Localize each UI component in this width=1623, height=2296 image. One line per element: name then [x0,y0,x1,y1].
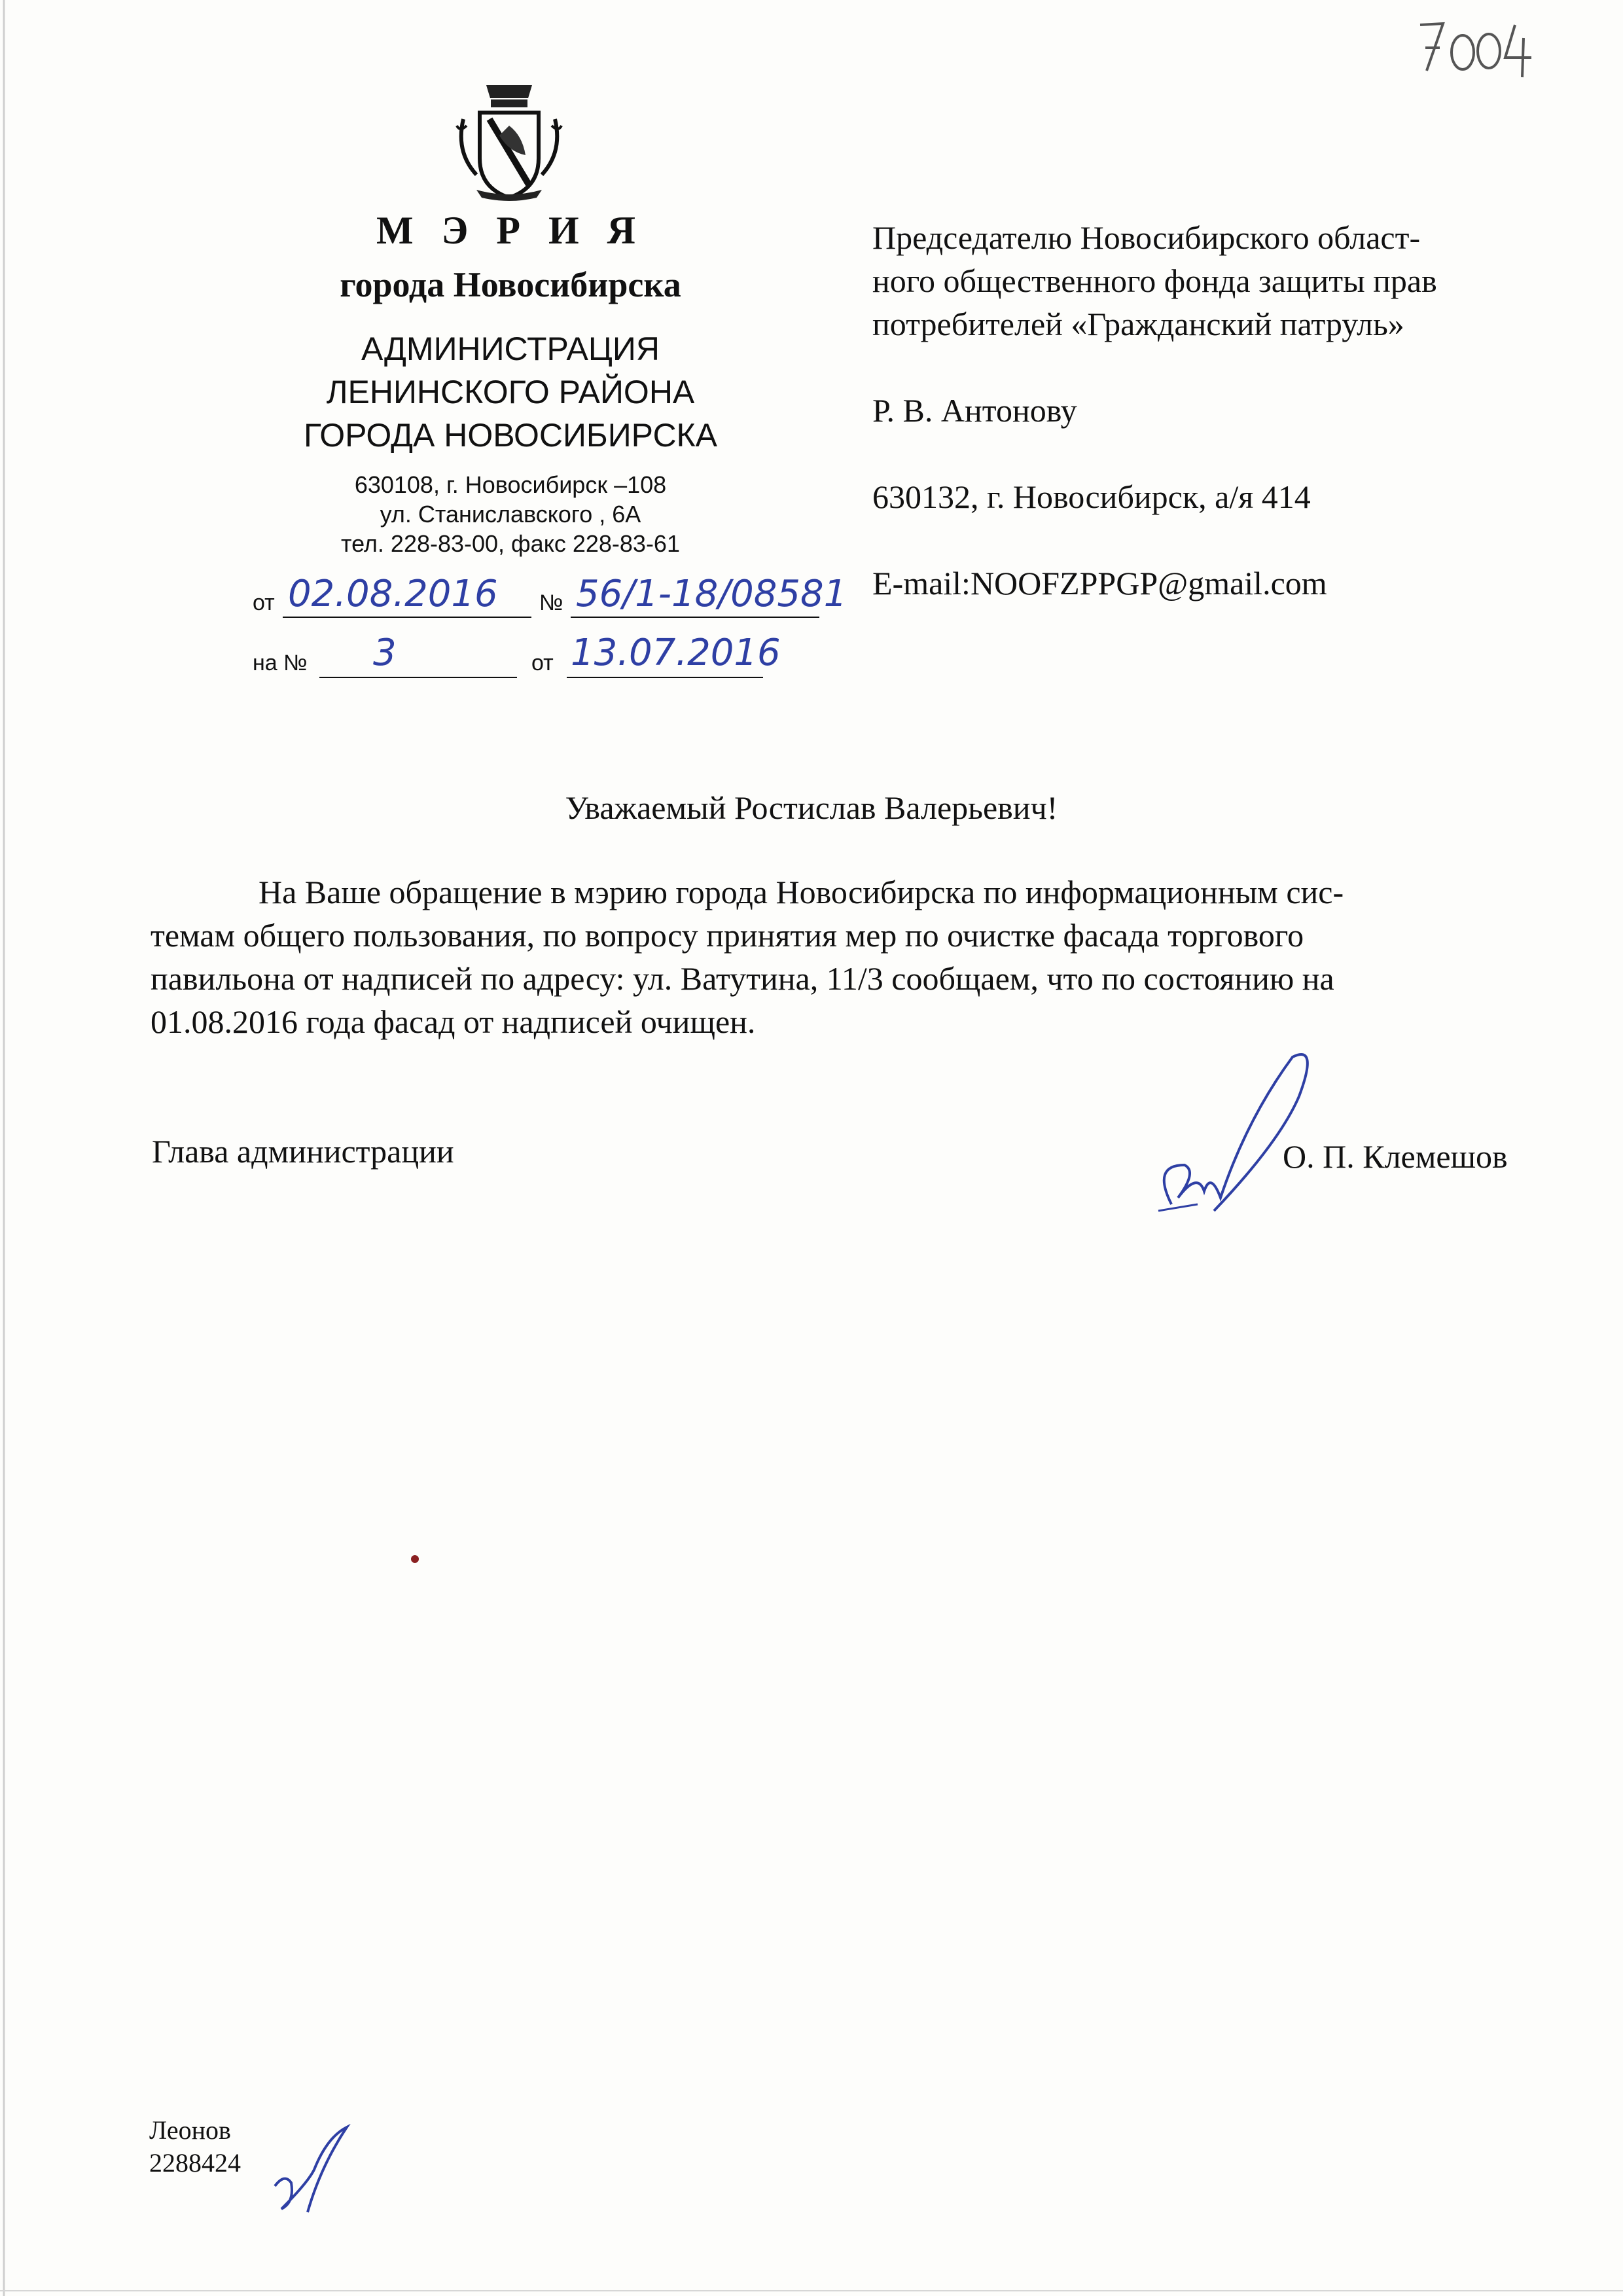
recipient-line: Председателю Новосибирского област- [872,219,1421,256]
executor-phone: 2288424 [149,2148,241,2178]
body-line: На Ваше обращение в мэрию города Новосибирска по информационным сис- [259,874,1344,910]
mayoralty-title: М Э Р И Я [376,209,645,252]
recipient-name: Р. В. Антонову [872,392,1077,429]
recipient-address: 630132, г. Новосибирск, а/я 414 [872,478,1311,515]
from-date: 02.08.2016 [288,573,498,615]
admin-line: ГОРОДА НОВОСИБИРСКА [303,417,718,454]
body-line: павильона от надписей по адресу: ул. Ватутина, 11/3 сообщаем, что по состоянию на [151,960,1334,997]
number-label: № [539,590,563,615]
ref-number: 3 [373,632,397,674]
address-line: 630108, г. Новосибирск –108 [354,471,667,498]
ref-label: на № [253,651,308,675]
ref-from-label: от [531,651,554,675]
address-line: тел. 228-83-00, факс 228-83-61 [341,530,680,557]
greeting: Уважаемый Ростислав Валерьевич! [565,789,1058,826]
executor-initials [262,2124,353,2215]
city-title: города Новосибирска [340,265,681,304]
body-line: 01.08.2016 года фасад от надписей очищен. [151,1003,756,1040]
outgoing-number: 56/1-18/08581 [576,573,847,615]
executor-block [149,2114,241,2179]
admin-line: АДМИНИСТРАЦИЯ [361,331,660,367]
address-line: ул. Станиславского , 6А [380,501,641,528]
executor-name: Леонов [149,2115,231,2145]
ref-date: 13.07.2016 [571,632,781,674]
letter-body [151,870,1544,1043]
recipient-line: потребителей «Гражданский патруль» [872,306,1404,342]
ink-dot [411,1555,419,1563]
ref-number-line [319,651,517,678]
from-label: от [253,590,275,615]
handwritten-signature [1145,1047,1342,1217]
admin-line: ЛЕНИНСКОГО РАЙОНА [326,374,695,410]
recipient-line: ного общественного фонда защиты прав [872,262,1437,299]
recipient-block [872,216,1553,605]
recipient-email: E-mail:NOOFZPPGP@gmail.com [872,565,1327,601]
body-line: темам общего пользования, по вопросу принятия мер по очистке фасада торгового [151,917,1304,954]
signatory-position: Глава администрации [152,1133,454,1170]
signatory-name: О. П. Клемешов [1283,1138,1508,1175]
